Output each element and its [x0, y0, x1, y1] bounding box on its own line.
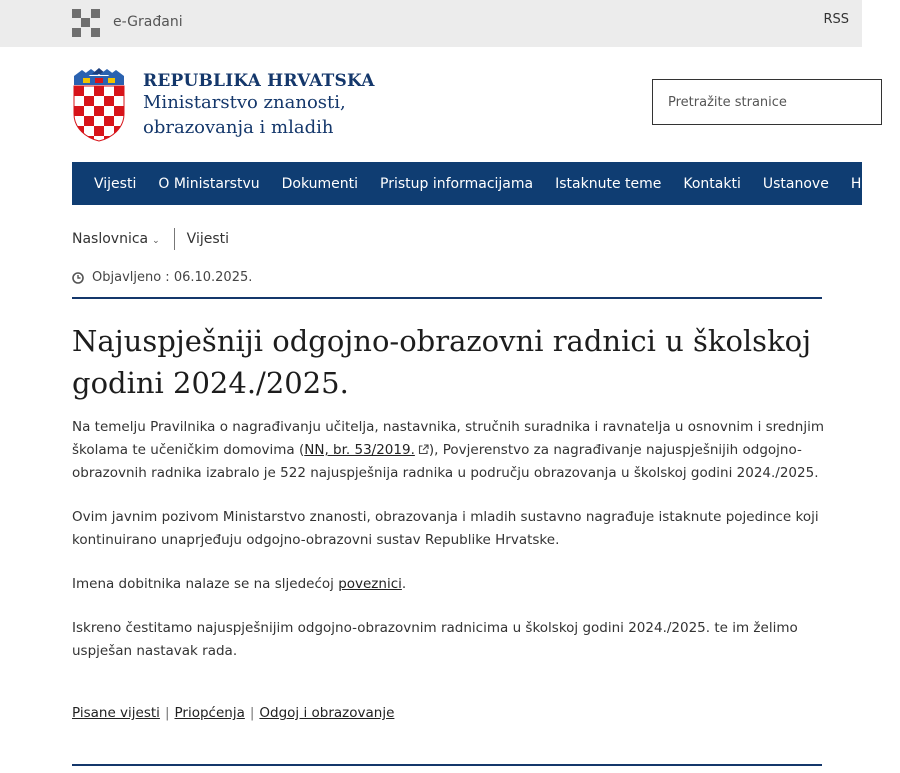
- nn-link[interactable]: [304, 442, 429, 458]
- p3-text-before: Imena dobitnika nalaze se na sljedećoj: [72, 576, 339, 592]
- nav-item-dokumenti[interactable]: Dokumenti: [281, 175, 359, 192]
- published-date-text: Objavljeno : 06.10.2025.: [92, 270, 253, 285]
- breadcrumb-home[interactable]: [72, 231, 174, 247]
- search-box: [652, 79, 882, 125]
- breadcrumb-divider: [174, 228, 175, 250]
- coat-of-arms-icon: [72, 68, 126, 142]
- e-gradjani-icon[interactable]: [72, 9, 100, 37]
- article-tags: [72, 705, 394, 721]
- divider-bottom: [72, 764, 822, 766]
- main-navigation: [72, 162, 889, 205]
- nav-item-istaknute-teme[interactable]: Istaknute teme: [555, 175, 662, 192]
- breadcrumb-current[interactable]: Vijesti: [186, 231, 230, 247]
- ministry-name-line1[interactable]: Ministarstvo znanosti,: [143, 92, 346, 113]
- nav-item-pristup-informacijama[interactable]: Pristup informacijama: [380, 175, 534, 192]
- tag-separator: |: [249, 705, 255, 721]
- tag-priopcenja[interactable]: Priopćenja: [174, 705, 245, 721]
- ministry-name-line2[interactable]: obrazovanja i mladih: [143, 117, 334, 138]
- top-bar: [0, 0, 862, 47]
- p3-text-after: .: [401, 576, 407, 592]
- external-link-icon: [418, 444, 429, 455]
- published-date: [72, 270, 252, 285]
- clock-icon: [72, 272, 84, 284]
- page-title: Najuspješniji odgojno-obrazovni radnici u školskoj godini 2024./2025.: [72, 324, 812, 400]
- p1-text-after: ), Povjerenstvo za nagrađivanje najuspješnijih odgojno-obrazovnih radnika izabralo je 522 najuspješnija radnika u području obrazovanja u školskoj godini 2024./2025.: [72, 442, 819, 481]
- p1-text-before: Na temelju Pravilnika o nagrađivanju učitelja, nastavnika, stručnih suradnika i ravnatelja u osnovnim i srednjim školama te učeničkim domovima (: [72, 419, 824, 458]
- nav-item-hitni[interactable]: HITNI: [850, 175, 889, 192]
- nav-item-kontakti[interactable]: Kontakti: [683, 175, 741, 192]
- rss-link[interactable]: RSS: [823, 12, 849, 27]
- winners-link[interactable]: poveznici: [338, 576, 402, 592]
- nn-link-text: NN, br. 53/2019.: [304, 442, 415, 458]
- nav-item-o-ministarstvu[interactable]: O Ministarstvu: [158, 175, 260, 192]
- e-gradjani-link[interactable]: e-Građani: [113, 14, 183, 30]
- nav-item-ustanove[interactable]: Ustanove: [762, 175, 829, 192]
- breadcrumb: [72, 228, 229, 250]
- article-paragraph-3: [72, 573, 832, 596]
- article-paragraph-4: Iskreno čestitamo najuspješnijim odgojno-obrazovnim radnicima u školskoj godini 2024./2025. te im želimo uspješan nastavak rada.: [72, 620, 798, 659]
- article-paragraph-1: [72, 416, 832, 485]
- chevron-down-icon[interactable]: ⌄: [152, 236, 160, 246]
- breadcrumb-home-label: Naslovnica: [72, 231, 149, 247]
- article-body: [72, 416, 832, 684]
- search-input[interactable]: [653, 80, 868, 124]
- republic-title: REPUBLIKA HRVATSKA: [143, 71, 375, 91]
- tag-separator: |: [164, 705, 170, 721]
- tag-pisane-vijesti[interactable]: Pisane vijesti: [72, 705, 160, 721]
- tag-odgoj-i-obrazovanje[interactable]: Odgoj i obrazovanje: [259, 705, 395, 721]
- nav-item-vijesti[interactable]: Vijesti: [94, 175, 137, 192]
- divider-top: [72, 297, 822, 299]
- article-paragraph-2: Ovim javnim pozivom Ministarstvo znanosti, obrazovanja i mladih sustavno nagrađuje istaknute pojedince koji kontinuirano unaprjeđuju odgojno-obrazovni sustav Republike Hrvatske.: [72, 509, 819, 548]
